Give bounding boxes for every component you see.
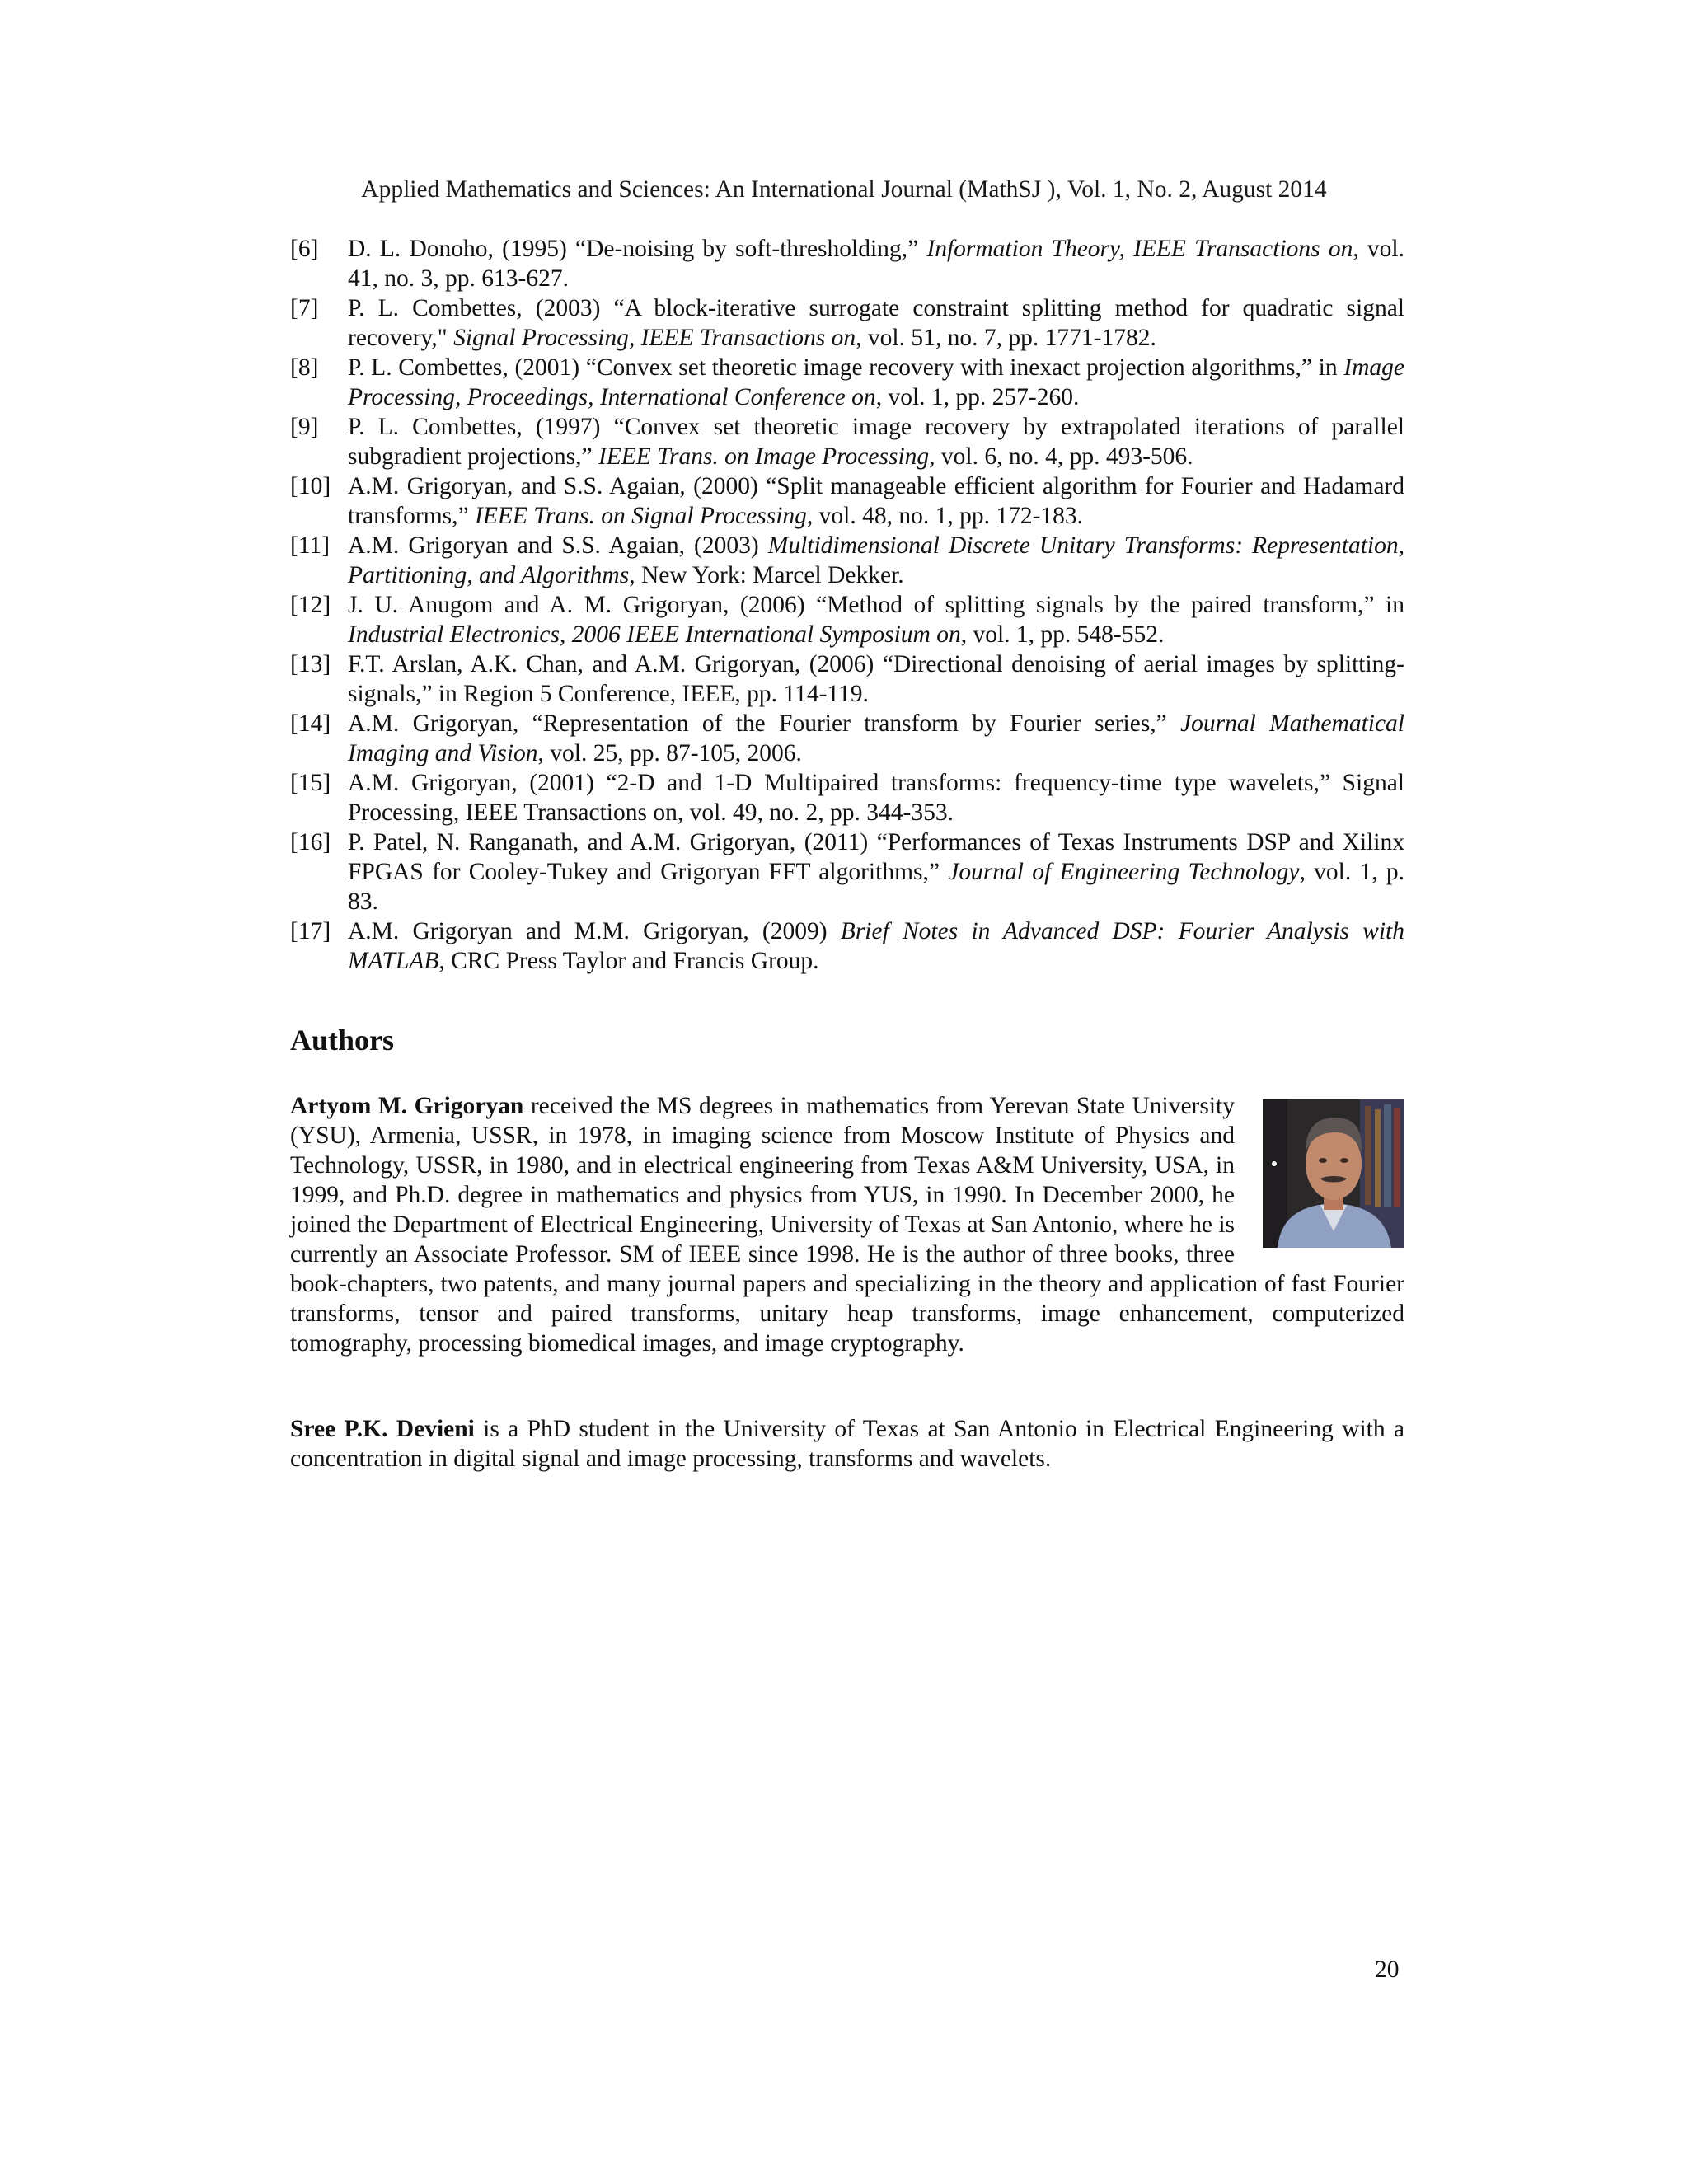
reference-number: [12]	[290, 592, 331, 618]
running-header: Applied Mathematics and Sciences: An International Journal (MathSJ ), Vol. 1, No. 2, August 2014	[361, 176, 1327, 203]
reference-text: J. U. Anugom and A. M. Grigoryan, (2006) “Method of splitting signals by the paired transform,” in Industrial Electronics, 2006 IEEE International Symposium on, vol. 1, pp. 548-552.	[348, 592, 1404, 648]
reference-item	[290, 709, 1404, 768]
reference-number: [13]	[290, 651, 331, 677]
reference-list	[290, 234, 1404, 976]
authors-heading: Authors	[290, 1024, 395, 1057]
reference-number: [7]	[290, 295, 319, 321]
author-name: Sree P.K. Devieni	[290, 1416, 475, 1442]
reference-number: [14]	[290, 710, 331, 737]
reference-text: A.M. Grigoryan and M.M. Grigoryan, (2009) Brief Notes in Advanced DSP: Fourier Analysis with MATLAB, CRC Press Taylor and Francis Group.	[348, 918, 1404, 974]
reference-text: P. Patel, N. Ranganath, and A.M. Grigoryan, (2011) “Performances of Texas Instruments DSP and Xilinx FPGAS for Cooley-Tukey and Grigoryan FFT algorithms,” Journal of Engineering Technology, vol. 1, p. 83.	[348, 829, 1404, 915]
reference-item	[290, 293, 1404, 353]
reference-item	[290, 353, 1404, 412]
author-bio-grigoryan	[290, 1091, 1404, 1358]
reference-item	[290, 649, 1404, 709]
reference-text: A.M. Grigoryan, “Representation of the Fourier transform by Fourier series,” Journal Mathematical Imaging and Vision, vol. 25, pp. 87-105, 2006.	[348, 710, 1404, 766]
reference-text: P. L. Combettes, (1997) “Convex set theoretic image recovery by extrapolated iterations of parallel subgradient projections,” IEEE Trans. on Image Processing, vol. 6, no. 4, pp. 493-506.	[348, 414, 1404, 470]
reference-item	[290, 590, 1404, 649]
reference-number: [17]	[290, 918, 331, 944]
author-bio-devieni	[290, 1414, 1404, 1474]
reference-number: [16]	[290, 829, 331, 855]
reference-item	[290, 234, 1404, 293]
reference-number: [10]	[290, 473, 331, 499]
reference-text: A.M. Grigoryan, and S.S. Agaian, (2000) “Split manageable efficient algorithm for Fourier and Hadamard transforms,” IEEE Trans. on Signal Processing, vol. 48, no. 1, pp. 172-183.	[348, 473, 1404, 529]
author-bio-text: is a PhD student in the University of Texas at San Antonio in Electrical Engineering with a concentration in digital signal and image processing, transforms and wavelets.	[290, 1416, 1404, 1472]
reference-text: F.T. Arslan, A.K. Chan, and A.M. Grigoryan, (2006) “Directional denoising of aerial images by splitting-signals,” in Region 5 Conference, IEEE, pp. 114-119.	[348, 651, 1404, 707]
reference-item	[290, 768, 1404, 827]
page-number: 20	[1375, 1957, 1400, 1983]
author-bio-text: received the MS degrees in mathematics from Yerevan State University (YSU), Armenia, USSR, in 1978, in imaging science from Moscow Institute of Physics and Technology, USSR, in 1980, and in electrical engineering from Texas A&M University, USA, in 1999, and Ph.D. degree in mathematics and physics from YUS, in 1990. In December 2000, he joined the Department of Electrical Engineering, University of Texas at San Antonio, where he is currently an Associate Professor. SM of IEEE since 1998. He is the author of three books, three book-chapters, two patents, and many journal papers and specializing in the theory and application of fast Fourier transforms, tensor and paired transforms, unitary heap transforms, image enhancement, computerized tomography, processing biomedical images, and image cryptography.	[290, 1093, 1404, 1357]
reference-text: A.M. Grigoryan and S.S. Agaian, (2003) Multidimensional Discrete Unitary Transforms: Representation, Partitioning, and Algorithms, New York: Marcel Dekker.	[348, 532, 1404, 588]
reference-number: [9]	[290, 414, 319, 440]
author-photo	[1263, 1099, 1404, 1248]
reference-item	[290, 471, 1404, 531]
reference-text: P. L. Combettes, (2001) “Convex set theoretic image recovery with inexact projection algorithms,” in Image Processing, Proceedings, International Conference on, vol. 1, pp. 257-260.	[348, 354, 1404, 410]
author-name: Artyom M. Grigoryan	[290, 1093, 524, 1119]
reference-number: [11]	[290, 532, 331, 559]
reference-item	[290, 916, 1404, 976]
reference-number: [15]	[290, 770, 331, 796]
reference-item	[290, 531, 1404, 590]
reference-text: D. L. Donoho, (1995) “De-noising by soft-thresholding,” Information Theory, IEEE Transactions on, vol. 41, no. 3, pp. 613-627.	[348, 236, 1405, 292]
reference-item	[290, 412, 1404, 471]
reference-text: A.M. Grigoryan, (2001) “2-D and 1-D Multipaired transforms: frequency-time type wavelets,” Signal Processing, IEEE Transactions on, vol. 49, no. 2, pp. 344-353.	[348, 770, 1404, 826]
reference-item	[290, 827, 1404, 916]
reference-number: [8]	[290, 354, 319, 381]
reference-number: [6]	[290, 236, 319, 262]
reference-text: P. L. Combettes, (2003) “A block-iterative surrogate constraint splitting method for quadratic signal recovery," Signal Processing, IEEE Transactions on, vol. 51, no. 7, pp. 1771-1782.	[348, 295, 1404, 351]
